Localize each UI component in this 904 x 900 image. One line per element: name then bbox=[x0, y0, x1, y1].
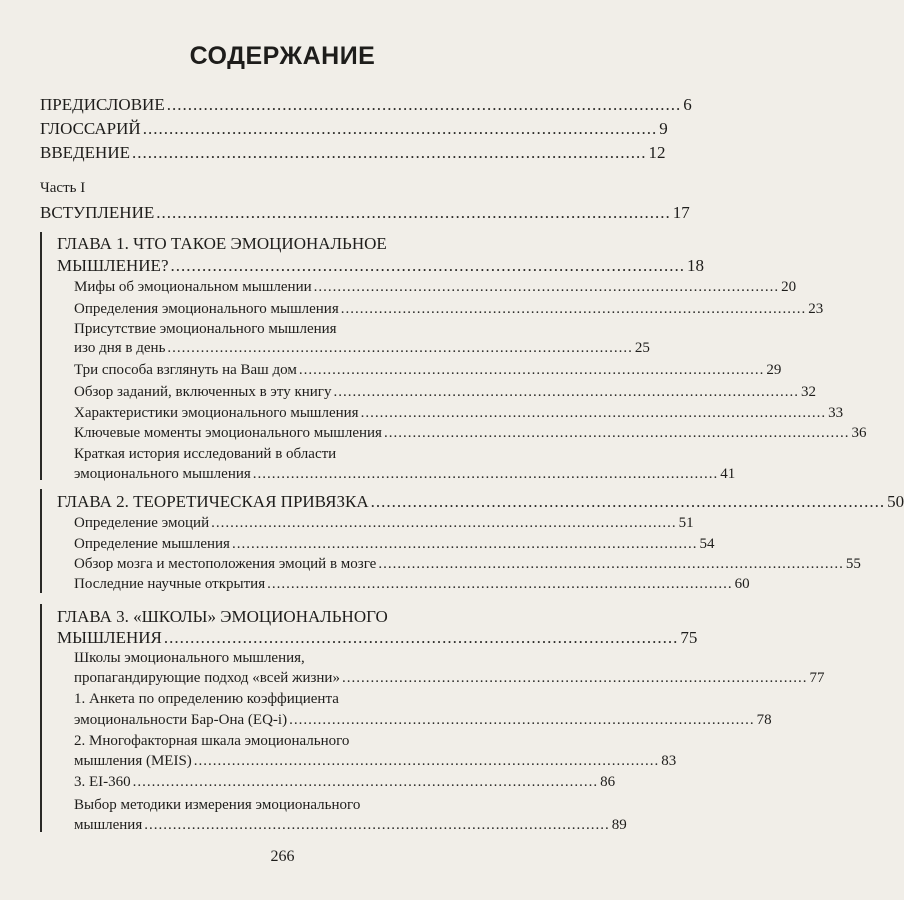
toc-entry-section[interactable] bbox=[74, 536, 715, 553]
toc-entry-section[interactable] bbox=[74, 301, 824, 318]
entry-page: 23 bbox=[808, 301, 824, 317]
entry-page: 89 bbox=[611, 817, 627, 833]
toc-entry-section[interactable] bbox=[74, 753, 677, 770]
leader-dots: .................................................................................................. bbox=[252, 466, 719, 482]
toc-entry-section[interactable] bbox=[74, 384, 816, 401]
section-title-line: Школы эмоционального мышления, bbox=[74, 650, 305, 666]
entry-title: Определение эмоций bbox=[74, 515, 210, 531]
section-title-line: Присутствие эмоционального мышления bbox=[74, 321, 337, 337]
entry-page: 12 bbox=[648, 143, 666, 162]
leader-dots: .................................................................................................. bbox=[341, 670, 808, 686]
toc-entry-section[interactable] bbox=[74, 515, 694, 532]
toc-entry-section[interactable] bbox=[74, 712, 772, 729]
entry-title: изо дня в день bbox=[74, 340, 166, 356]
leader-dots: .................................................................................................. bbox=[211, 515, 677, 531]
leader-dots: .................................................................................................. bbox=[313, 279, 780, 295]
entry-title: эмоциональности Бар-Она (EQ-i) bbox=[74, 712, 288, 728]
toc-entry-chapter-3[interactable] bbox=[57, 628, 698, 648]
entry-page: 86 bbox=[600, 774, 616, 790]
entry-title: МЫШЛЕНИЯ bbox=[57, 628, 162, 647]
entry-page: 83 bbox=[661, 753, 677, 769]
entry-page: 9 bbox=[659, 119, 668, 138]
entry-title: Мифы об эмоциональном мышлении bbox=[74, 279, 312, 295]
entry-title: Последние научные открытия bbox=[74, 576, 266, 592]
entry-title: Определение мышления bbox=[74, 536, 230, 552]
entry-title: Три способа взглянуть на Ваш дом bbox=[74, 362, 297, 378]
leader-dots: .................................................................................................. bbox=[298, 362, 765, 378]
chapter-3-title-line: ГЛАВА 3. «ШКОЛЫ» ЭМОЦИОНАЛЬНОГО bbox=[57, 607, 388, 626]
leader-dots: .................................................................................................. bbox=[142, 119, 658, 138]
entry-page: 78 bbox=[756, 712, 772, 728]
leader-dots: .................................................................................................. bbox=[378, 556, 844, 572]
entry-page: 54 bbox=[699, 536, 715, 552]
entry-page: 17 bbox=[672, 203, 690, 222]
chapter-1-rule bbox=[40, 232, 42, 480]
entry-page: 6 bbox=[683, 95, 692, 114]
entry-page: 33 bbox=[828, 405, 844, 421]
toc-entry-chapter-1[interactable] bbox=[57, 256, 704, 276]
toc-entry-section[interactable] bbox=[74, 817, 627, 834]
leader-dots: .................................................................................................. bbox=[193, 753, 660, 769]
leader-dots: .................................................................................................. bbox=[166, 95, 682, 114]
leader-dots: .................................................................................................. bbox=[163, 628, 679, 647]
entry-page: 18 bbox=[687, 256, 704, 275]
entry-page: 51 bbox=[678, 515, 694, 531]
toc-entry-introduction[interactable] bbox=[40, 143, 666, 163]
leader-dots: .................................................................................................. bbox=[156, 203, 671, 222]
entry-title: Определения эмоционального мышления bbox=[74, 301, 339, 317]
chapter-1-title-line: ГЛАВА 1. ЧТО ТАКОЕ ЭМОЦИОНАЛЬНОЕ bbox=[57, 234, 387, 253]
leader-dots: .................................................................................................. bbox=[131, 143, 647, 162]
part-label: Часть I bbox=[40, 180, 86, 196]
toc-entry-section[interactable] bbox=[74, 425, 867, 442]
entry-title: Обзор мозга и местоположения эмоций в мозге bbox=[74, 556, 377, 572]
entry-page: 75 bbox=[680, 628, 698, 647]
leader-dots: .................................................................................................. bbox=[370, 492, 886, 511]
toc-entry-section[interactable] bbox=[74, 774, 616, 791]
page-title: СОДЕРЖАНИЕ bbox=[189, 42, 376, 70]
leader-dots: .................................................................................................. bbox=[360, 405, 827, 421]
entry-title: мышления (MEIS) bbox=[74, 753, 192, 769]
entry-title: ГЛОССАРИЙ bbox=[40, 119, 141, 138]
entry-page: 60 bbox=[734, 576, 750, 592]
entry-title: Обзор заданий, включенных в эту книгу bbox=[74, 384, 332, 400]
entry-page: 32 bbox=[800, 384, 816, 400]
leader-dots: .................................................................................................. bbox=[340, 301, 807, 317]
leader-dots: .................................................................................................. bbox=[267, 576, 733, 592]
section-title-line: 2. Многофакторная шкала эмоционального bbox=[74, 733, 350, 749]
leader-dots: .................................................................................................. bbox=[333, 384, 799, 400]
toc-entry-section[interactable] bbox=[74, 362, 782, 379]
leader-dots: .................................................................................................. bbox=[167, 340, 633, 356]
entry-title: Ключевые моменты эмоционального мышления bbox=[74, 425, 382, 441]
toc-entry-section[interactable] bbox=[74, 576, 750, 593]
entry-title: МЫШЛЕНИЕ? bbox=[57, 256, 169, 275]
toc-entry-section[interactable] bbox=[74, 466, 736, 483]
toc-entry-section[interactable] bbox=[74, 670, 825, 687]
entry-page: 77 bbox=[809, 670, 825, 686]
toc-entry-section[interactable] bbox=[74, 340, 650, 357]
entry-title: 3. EI-360 bbox=[74, 774, 131, 790]
entry-title: мышления bbox=[74, 817, 143, 833]
toc-entry-chapter-2[interactable] bbox=[57, 492, 904, 512]
section-title-line: 1. Анкета по определению коэффициента bbox=[74, 691, 339, 707]
toc-entry-preface[interactable] bbox=[40, 95, 692, 115]
section-title-line: Краткая история исследований в области bbox=[74, 446, 337, 462]
entry-title: эмоционального мышления bbox=[74, 466, 251, 482]
entry-page: 25 bbox=[634, 340, 650, 356]
page-number: 266 bbox=[270, 848, 295, 865]
entry-title: ВСТУПЛЕНИЕ bbox=[40, 203, 155, 222]
entry-title: ГЛАВА 2. ТЕОРЕТИЧЕСКАЯ ПРИВЯЗКА bbox=[57, 492, 369, 511]
chapter-2-rule bbox=[40, 489, 42, 593]
leader-dots: .................................................................................................. bbox=[132, 774, 599, 790]
toc-entry-part-1[interactable] bbox=[40, 203, 690, 223]
toc-entry-section[interactable] bbox=[74, 279, 797, 296]
toc-entry-section[interactable] bbox=[74, 556, 861, 573]
leader-dots: .................................................................................................. bbox=[383, 425, 850, 441]
leader-dots: .................................................................................................. bbox=[289, 712, 755, 728]
leader-dots: .................................................................................................. bbox=[144, 817, 610, 833]
entry-page: 29 bbox=[766, 362, 782, 378]
entry-page: 36 bbox=[851, 425, 867, 441]
toc-entry-section[interactable] bbox=[74, 405, 844, 422]
entry-title: Характеристики эмоционального мышления bbox=[74, 405, 359, 421]
entry-title: ВВЕДЕНИЕ bbox=[40, 143, 130, 162]
entry-page: 55 bbox=[845, 556, 861, 572]
entry-title: пропагандирующие подход «всей жизни» bbox=[74, 670, 340, 686]
entry-page: 20 bbox=[781, 279, 797, 295]
leader-dots: .................................................................................................. bbox=[170, 256, 685, 275]
toc-entry-glossary[interactable] bbox=[40, 119, 668, 139]
entry-page: 50 bbox=[887, 492, 904, 511]
section-title-line: Выбор методики измерения эмоционального bbox=[74, 797, 361, 813]
entry-title: ПРЕДИСЛОВИЕ bbox=[40, 95, 165, 114]
entry-page: 41 bbox=[720, 466, 736, 482]
leader-dots: .................................................................................................. bbox=[231, 536, 698, 552]
chapter-3-rule bbox=[40, 604, 42, 832]
